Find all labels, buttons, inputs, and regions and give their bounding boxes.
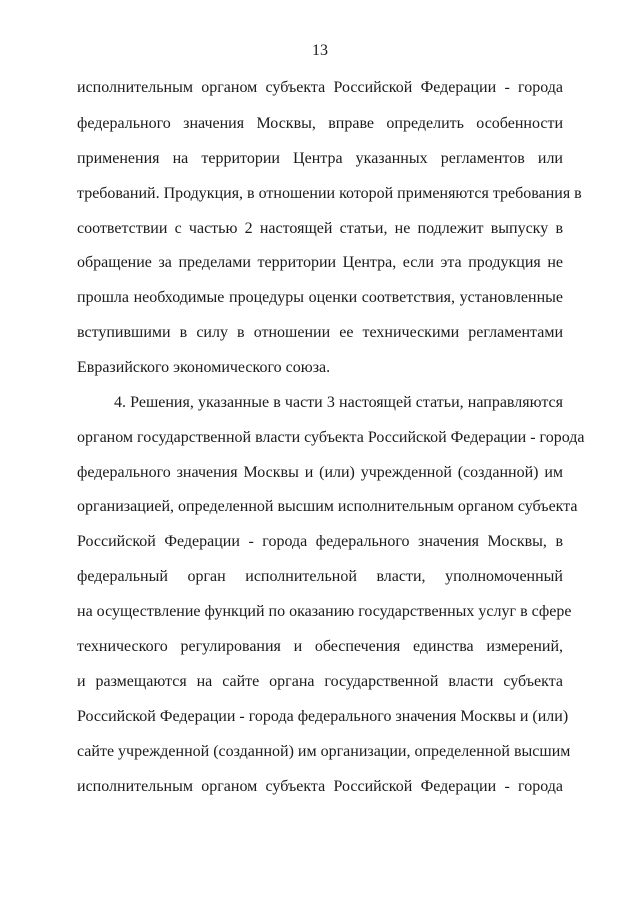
- text-line: органом государственной власти субъекта Российской Федерации - города: [77, 429, 585, 446]
- text-line: соответствии с частью 2 настоящей статьи, не подлежит выпуску в: [77, 220, 563, 237]
- paragraph-end-line: Евразийского экономического союза.: [77, 359, 331, 376]
- text-line: прошла необходимые процедуры оценки соответствия, установленные: [77, 289, 563, 306]
- text-line: обращение за пределами территории Центра, если эта продукция не: [77, 254, 563, 271]
- text-line: требований. Продукция, в отношении которой применяются требования в: [77, 185, 582, 202]
- paragraph-first-line: 4. Решения, указанные в части 3 настоящей статьи, направляются: [114, 394, 563, 411]
- text-line: исполнительным органом субъекта Российской Федерации - города: [77, 778, 563, 795]
- text-line: исполнительным органом субъекта Российской Федерации - города: [77, 79, 563, 96]
- text-line: вступившими в силу в отношении ее техническими регламентами: [77, 324, 563, 341]
- page-number: 13: [312, 42, 328, 59]
- text-line: сайте учрежденной (созданной) им организации, определенной высшим: [77, 743, 571, 760]
- text-line: Российской Федерации - города федерального значения Москвы, в: [77, 533, 563, 550]
- text-line: технического регулирования и обеспечения единства измерений,: [77, 638, 563, 655]
- text-line: федерального значения Москвы и (или) учрежденной (созданной) им: [77, 464, 563, 481]
- text-line: организацией, определенной высшим исполнительным органом субъекта: [77, 498, 578, 515]
- text-line: федеральный орган исполнительной власти, уполномоченный: [77, 568, 563, 585]
- text-line: и размещаются на сайте органа государственной власти субъекта: [77, 673, 563, 690]
- text-line: на осуществление функций по оказанию государственных услуг в сфере: [77, 603, 572, 620]
- text-line: Российской Федерации - города федерального значения Москвы и (или): [77, 708, 569, 725]
- text-line: применения на территории Центра указанных регламентов или: [77, 150, 563, 167]
- text-line: федерального значения Москвы, вправе определить особенности: [77, 115, 563, 132]
